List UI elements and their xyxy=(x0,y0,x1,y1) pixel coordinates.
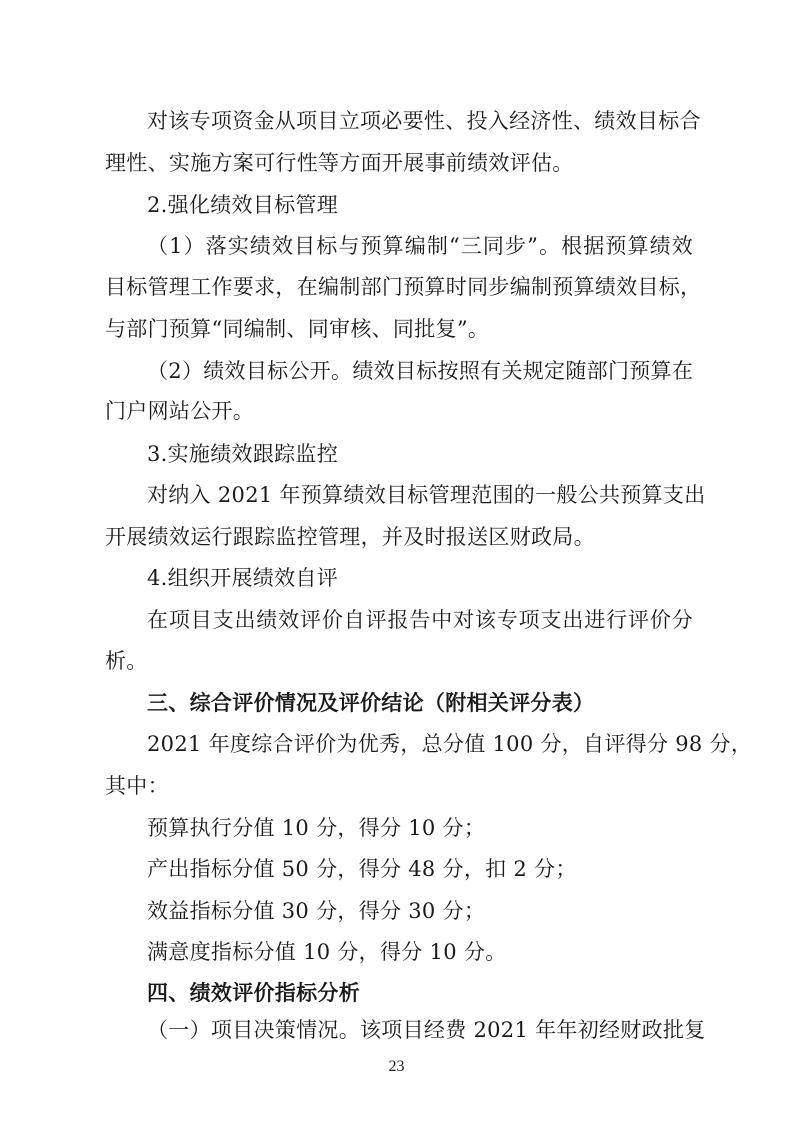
paragraph-line: （2）绩效目标公开。绩效目标按照有关规定随部门预算在 xyxy=(147,359,694,383)
score-item: 满意度指标分值 10 分，得分 10 分。 xyxy=(147,940,507,964)
paragraph-line: （一）项目决策情况。该项目经费 2021 年年初经财政批复 xyxy=(147,1018,706,1042)
section-heading: 4.组织开展绩效自评 xyxy=(147,566,339,590)
chapter-heading: 三、综合评价情况及评价结论（附相关评分表） xyxy=(147,691,595,715)
paragraph-line: （1）落实绩效目标与预算编制“三同步”。根据预算绩效 xyxy=(147,234,693,258)
score-item: 效益指标分值 30 分，得分 30 分； xyxy=(147,899,486,923)
paragraph-line: 理性、实施方案可行性等方面开展事前绩效评估。 xyxy=(105,151,574,175)
paragraph-line: 2021 年度综合评价为优秀，总分值 100 分，自评得分 98 分， xyxy=(147,732,753,756)
section-heading: 3.实施绩效跟踪监控 xyxy=(147,442,339,466)
paragraph-line: 开展绩效运行跟踪监控管理，并及时报送区财政局。 xyxy=(105,525,595,549)
chapter-heading: 四、绩效评价指标分析 xyxy=(147,981,360,1005)
paragraph-line: 与部门预算“同编制、同审核、同批复”。 xyxy=(105,317,490,341)
paragraph-line: 析。 xyxy=(105,649,148,673)
score-item: 产出指标分值 50 分，得分 48 分，扣 2 分； xyxy=(147,857,577,881)
paragraph-line: 其中： xyxy=(105,774,169,798)
paragraph-line: 门户网站公开。 xyxy=(105,399,255,423)
section-heading: 2.强化绩效目标管理 xyxy=(147,193,339,217)
score-item: 预算执行分值 10 分，得分 10 分； xyxy=(147,816,486,840)
paragraph-line: 对该专项资金从项目立项必要性、投入经济性、绩效目标合 xyxy=(147,109,701,133)
paragraph-line: 在项目支出绩效评价自评报告中对该专项支出进行评价分 xyxy=(147,608,693,632)
page-number: 23 xyxy=(388,1058,405,1075)
paragraph-line: 对纳入 2021 年预算绩效目标管理范围的一般公共预算支出 xyxy=(147,483,706,507)
paragraph-line: 目标管理工作要求，在编制部门预算时同步编制预算绩效目标， xyxy=(105,275,702,299)
